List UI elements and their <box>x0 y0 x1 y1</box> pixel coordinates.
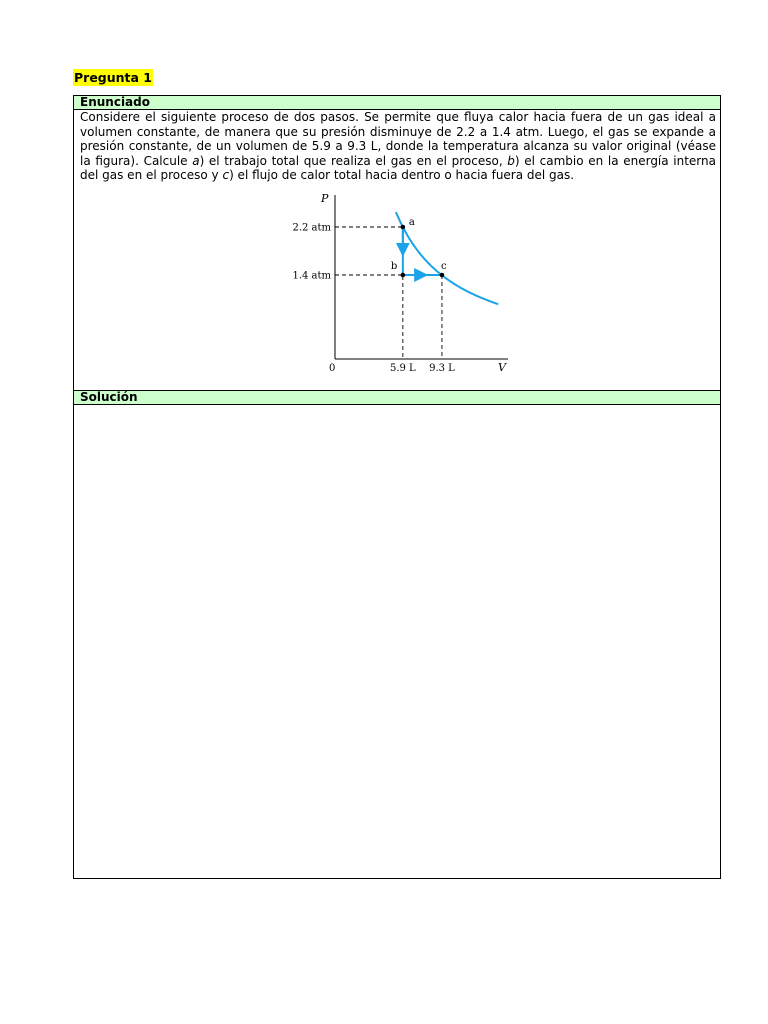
point-a <box>401 225 406 230</box>
question-title: Pregunta 1 <box>74 70 153 85</box>
statement-label-a: a <box>192 153 200 168</box>
statement-text <box>80 110 716 183</box>
statement-part-4: ) el flujo de calor total hacia dentro o hacia fuera del gas. <box>229 168 575 183</box>
y-tick-label-0: 2.2 atm <box>292 222 331 234</box>
point-label-b: b <box>390 261 398 272</box>
point-b <box>401 273 406 278</box>
x-tick-label-0: 5.9 L <box>389 363 416 371</box>
statement-label-c: c <box>222 168 230 183</box>
x-tick-label-1: 9.3 L <box>429 363 455 371</box>
statement-label-b: b <box>507 153 515 168</box>
y-axis-label: P <box>321 192 329 205</box>
point-label-c: c <box>440 261 447 272</box>
solution-area[interactable] <box>74 405 720 878</box>
point-c <box>440 273 445 278</box>
y-tick-label-1: 1.4 atm <box>292 270 331 282</box>
point-label-a: a <box>408 217 415 228</box>
statement-header: Enunciado <box>74 96 720 110</box>
statement-part-1: Considere el siguiente proceso de dos pasos. Se permite que fluya calor hacia fuera de un gas ideal a volumen constante, de manera que su presión disminuye de 2.2 a 1.4 atm. Luego, el gas se expande a presión constante, de un volumen de 5.9 a 9.3 L, donde la temperatura alcanza su valor original (véase la figura). Calcule <box>80 110 716 168</box>
origin-label: 0 <box>329 363 336 371</box>
statement-part-3: ) el cambio en la energía interna del gas en el proceso y <box>80 153 716 183</box>
x-axis-label: V <box>498 361 506 371</box>
pv-diagram <box>286 189 508 371</box>
solution-header: Solución <box>74 390 720 405</box>
statement-part-2: ) el trabajo total que realiza el gas en el proceso, <box>199 153 508 168</box>
question-frame <box>73 95 721 879</box>
